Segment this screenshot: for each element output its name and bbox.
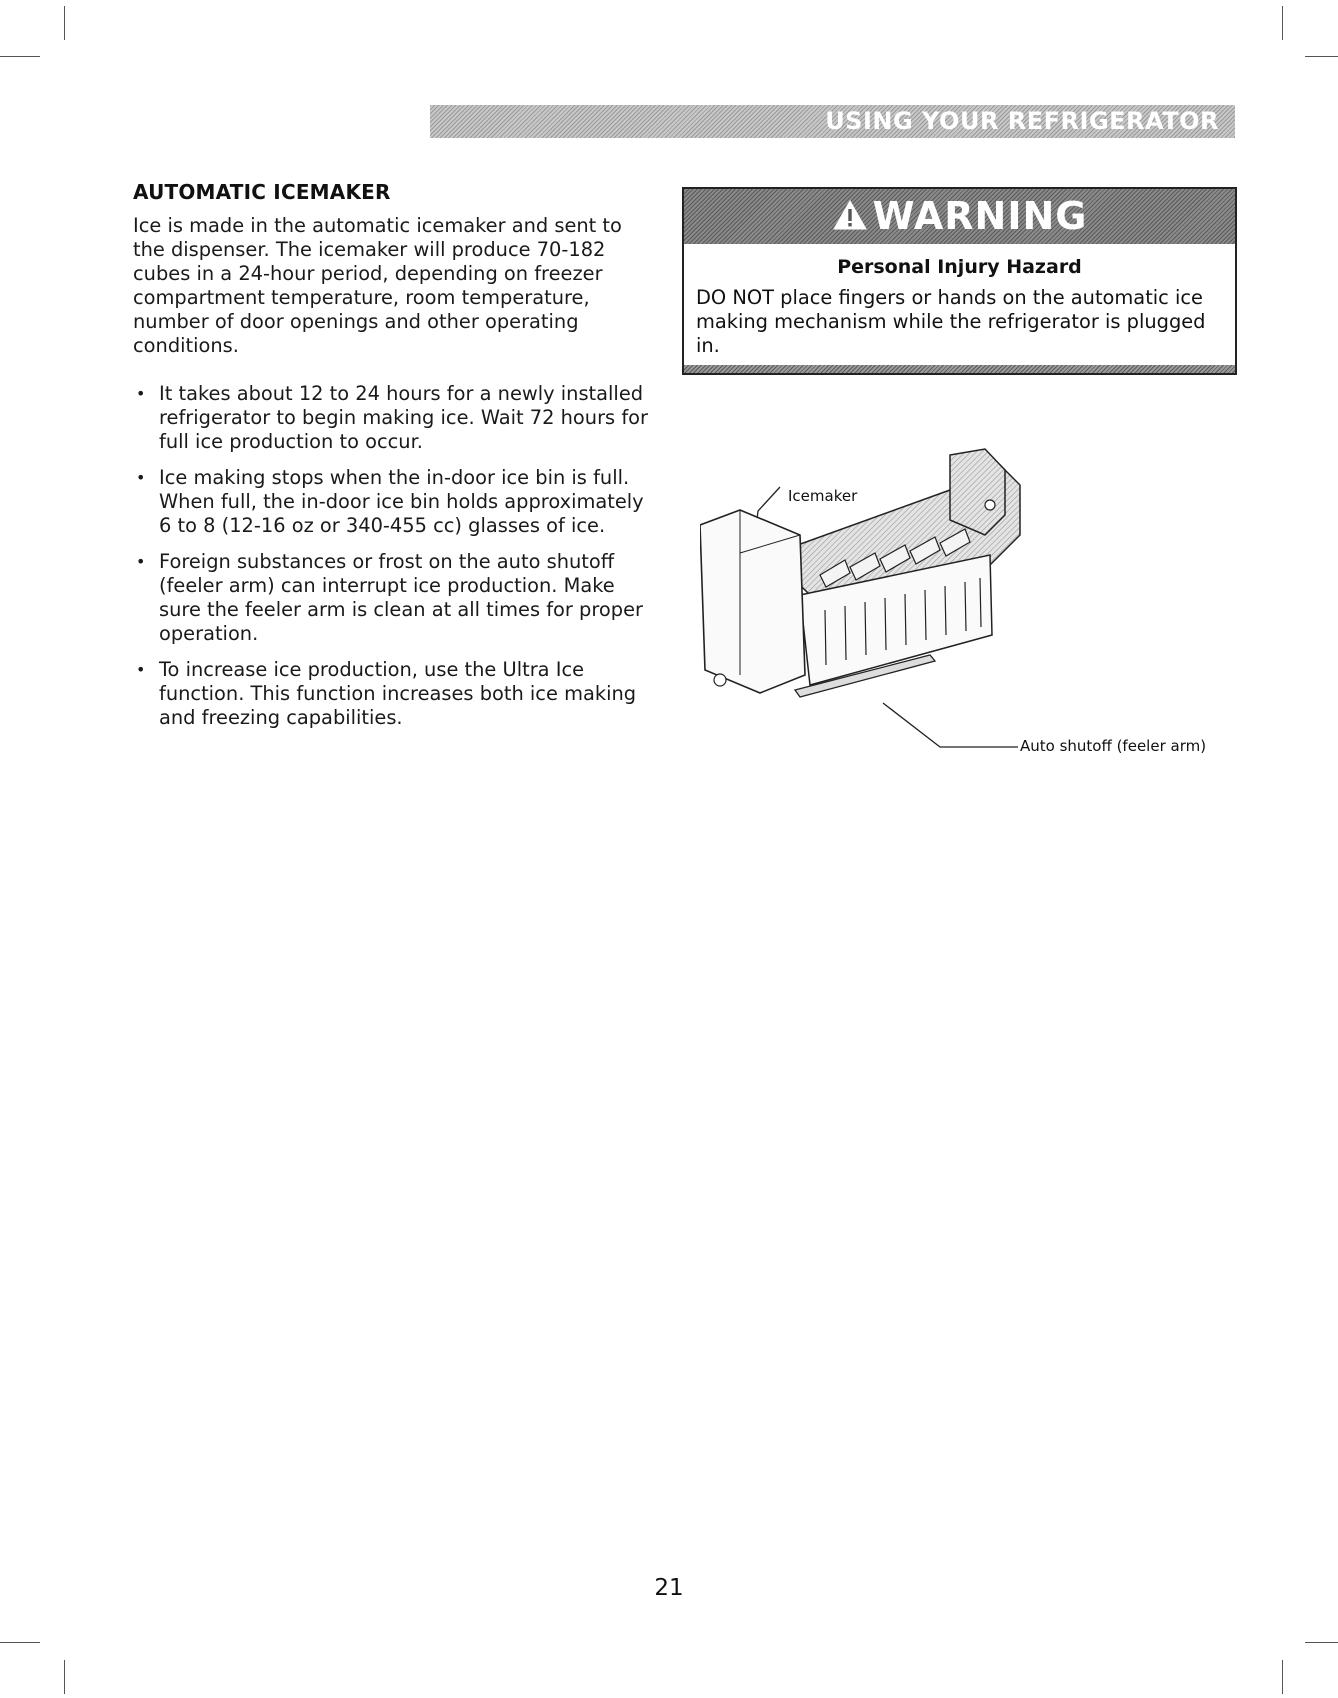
crop-mark bbox=[0, 1642, 40, 1643]
page-number: 21 bbox=[654, 1575, 684, 1601]
warning-triangle-icon bbox=[832, 199, 868, 235]
warning-box bbox=[682, 187, 1237, 375]
bullet-icon: • bbox=[136, 552, 146, 571]
bullet-list bbox=[133, 382, 658, 730]
crop-mark bbox=[1282, 1660, 1283, 1694]
bullet-icon: • bbox=[136, 660, 146, 679]
feeler-arm-label: Auto shutoff (feeler arm) bbox=[1020, 737, 1207, 755]
list-item: • Ice making stops when the in-door ice bin is full. When full, the in-door ice bin holds approximately 6 to 8 (12-16 oz or 340-455 cc) glasses of ice. bbox=[136, 466, 644, 537]
warning-text: DO NOT place fingers or hands on the automatic ice making mechanism while the refrigerator is plugged in. bbox=[696, 286, 1206, 357]
bullet-icon: • bbox=[136, 468, 146, 487]
crop-mark bbox=[0, 56, 40, 57]
section-header-bar bbox=[430, 105, 1235, 138]
icemaker-label: Icemaker bbox=[788, 487, 858, 505]
intro-paragraph: Ice is made in the automatic icemaker and sent to the dispenser. The icemaker will produce 70-182 cubes in a 24-hour period, depending on freezer compartment temperature, room temperature, number of door openings and other operating conditions. bbox=[133, 214, 622, 357]
icemaker-illustration bbox=[700, 445, 1240, 765]
crop-mark bbox=[1305, 1642, 1338, 1643]
list-item: • It takes about 12 to 24 hours for a newly installed refrigerator to begin making ice. Wait 72 hours for full ice production to occur. bbox=[136, 382, 648, 453]
list-item: • To increase ice production, use the Ultra Ice function. This function increases both ice making and freezing capabilities. bbox=[136, 658, 637, 729]
bullet-icon: • bbox=[136, 384, 146, 403]
section-heading: AUTOMATIC ICEMAKER bbox=[133, 180, 391, 204]
icemaker-section bbox=[133, 180, 658, 742]
list-item: • Foreign substances or frost on the auto shutoff (feeler arm) can interrupt ice production. Make sure the feeler arm is clean at all times for proper operation. bbox=[136, 550, 643, 645]
warning-title: Personal Injury Hazard bbox=[837, 256, 1082, 278]
section-title: USING YOUR REFRIGERATOR bbox=[825, 107, 1219, 135]
crop-mark bbox=[1305, 56, 1338, 57]
crop-mark bbox=[64, 1660, 65, 1694]
crop-mark bbox=[1282, 6, 1283, 40]
warning-bottom-bar bbox=[684, 365, 1235, 373]
warning-header bbox=[684, 189, 1235, 244]
warning-signal-word: WARNING bbox=[872, 194, 1088, 238]
crop-mark bbox=[64, 6, 65, 40]
